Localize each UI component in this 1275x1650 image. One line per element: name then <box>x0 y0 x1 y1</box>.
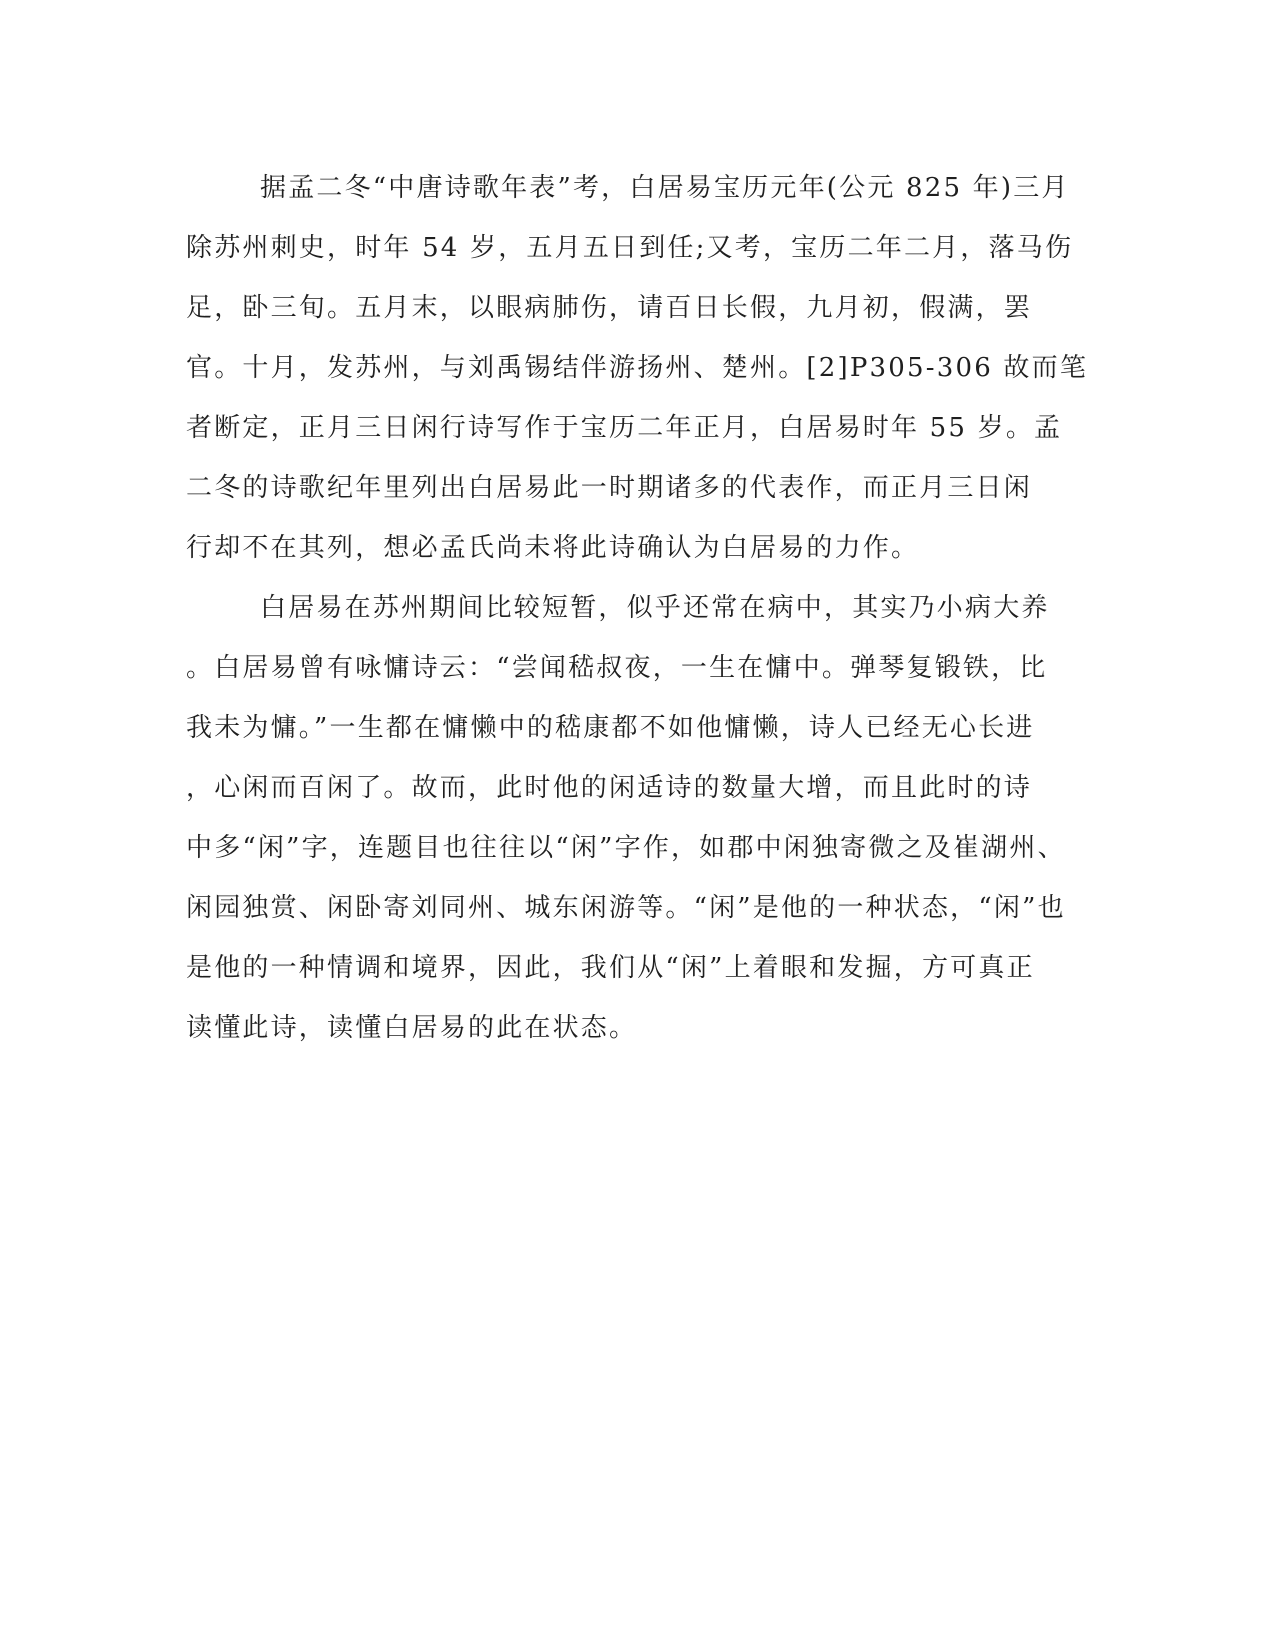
text-line: 二冬的诗歌纪年里列出白居易此一时期诸多的代表作，而正月三日闲 <box>186 473 1033 503</box>
paragraph-1 <box>186 158 1089 578</box>
text-line: 白居易在苏州期间比较短暂，似乎还常在病中，其实乃小病大养 <box>260 593 1050 623</box>
paragraph-2 <box>186 578 1066 1058</box>
text-line: 我未为慵。”一生都在慵懒中的嵇康都不如他慵懒，诗人已经无心长进 <box>186 713 1035 743</box>
body-text <box>186 158 1089 1058</box>
text-line: 者断定，正月三日闲行诗写作于宝历二年正月，白居易时年 55 岁。孟 <box>186 413 1063 443</box>
text-line: 除苏州刺史，时年 54 岁，五月五日到任;又考，宝历二年二月，落马伤 <box>186 233 1074 263</box>
text-line: 官。十月，发苏州，与刘禹锡结伴游扬州、楚州。[2]P305-306 故而笔 <box>186 353 1089 383</box>
text-line: 。白居易曾有咏慵诗云：“尝闻嵇叔夜，一生在慵中。弹琴复锻铁，比 <box>186 653 1048 683</box>
text-line: 读懂此诗，读懂白居易的此在状态。 <box>186 1013 638 1043</box>
text-line: 足，卧三旬。五月末，以眼病肺伤，请百日长假，九月初，假满，罢 <box>186 293 1033 323</box>
text-line: 中多“闲”字，连题目也往往以“闲”字作，如郡中闲独寄微之及崔湖州、 <box>186 833 1066 863</box>
text-line: 闲园独赏、闲卧寄刘同州、城东闲游等。“闲”是他的一种状态，“闲”也 <box>186 893 1066 923</box>
text-line: ，心闲而百闲了。故而，此时他的闲适诗的数量大增，而且此时的诗 <box>186 773 1033 803</box>
text-line: 行却不在其列，想必孟氏尚未将此诗确认为白居易的力作。 <box>186 533 920 563</box>
text-line: 是他的一种情调和境界，因此，我们从“闲”上着眼和发掘，方可真正 <box>186 953 1035 983</box>
text-line: 据孟二冬“中唐诗歌年表”考，白居易宝历元年(公元 825 年)三月 <box>260 173 1070 203</box>
